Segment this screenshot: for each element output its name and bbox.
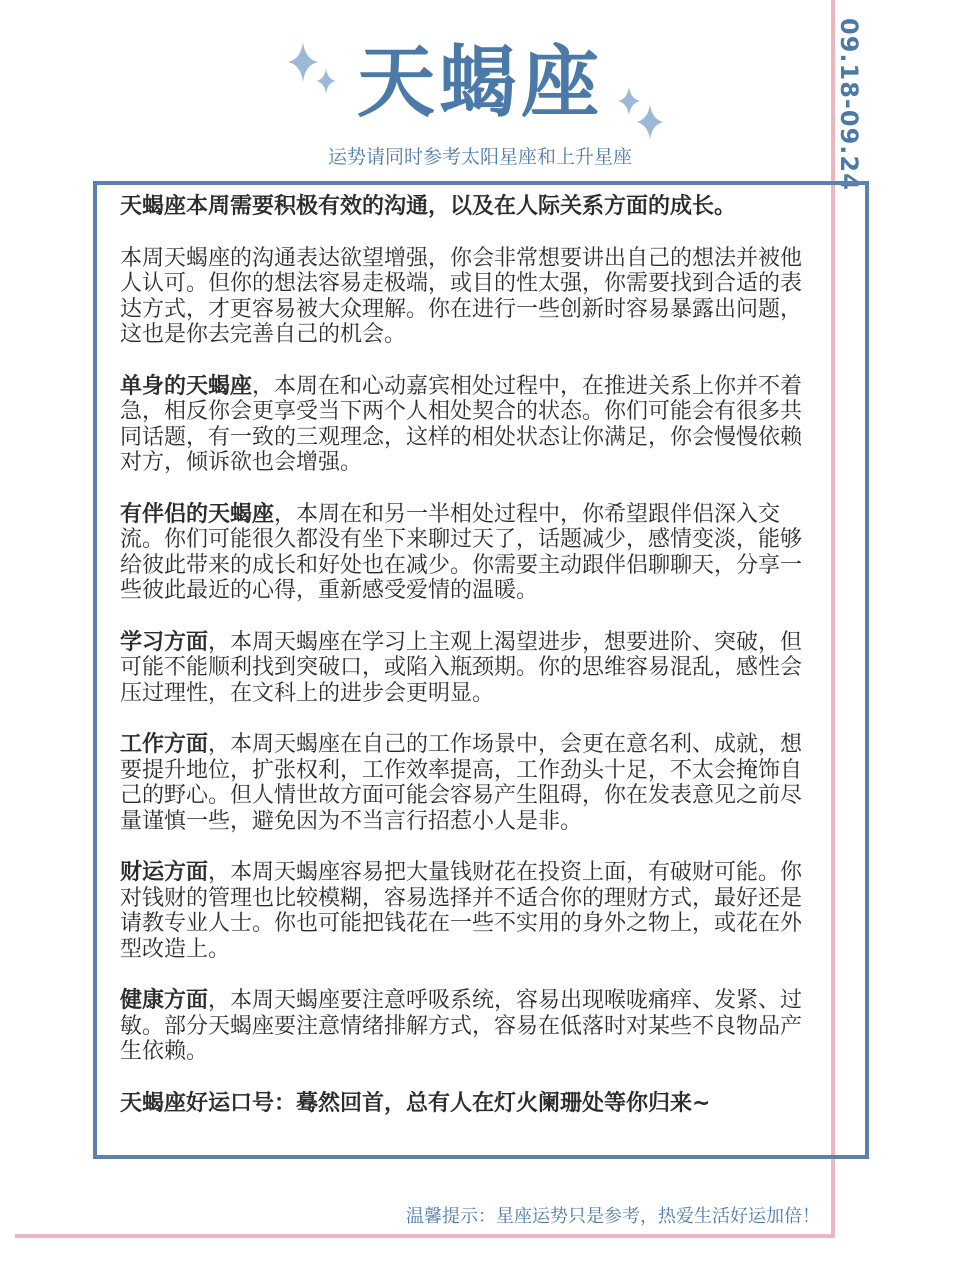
footer-tip: 温馨提示：星座运势只是参考，热爱生活好运加倍！ — [406, 1206, 820, 1227]
date-range: 09.18-09.24 — [835, 17, 863, 191]
section-text: ，本周在和心动嘉宾相处过程中，在推进关系上你并不着急，相反你会更享受当下两个人相处契合的状态。你们可能会有很多共同话题，有一致的三观理念，这样的相处状态让你满足，你会慢慢依赖对方，倾诉欲也会增强。 — [120, 373, 803, 475]
page-subtitle: 运势请同时参考太阳星座和上升星座 — [327, 146, 632, 168]
lucky-slogan: 天蝎座好运口号：蓦然回首，总有人在灯火阑珊处等你归来~ — [120, 1090, 711, 1116]
section-label: 有伴侣的天蝎座 — [120, 501, 275, 527]
section-label: 工作方面 — [120, 732, 209, 757]
section-partnered — [120, 502, 820, 604]
headline: 天蝎座本周需要积极有效的沟通，以及在人际关系方面的成长。 — [120, 194, 737, 219]
section-study — [120, 630, 820, 707]
intro-paragraph: 本周天蝎座的沟通表达欲望增强，你会非常想要讲出自己的想法并被他人认可。但你的想法容易走极端，或目的性太强，你需要找到合适的表达方式，才更容易被大众理解。你在进行一些创新时容易暴露出问题，这也是你去完善自己的机会。 — [120, 245, 803, 347]
section-health — [120, 988, 820, 1065]
section-label: 学习方面 — [120, 629, 209, 655]
section-text: ，本周天蝎座在学习上主观上渴望进步，想要进阶、突破，但可能不能顺利找到突破口，或陷入瓶颈期。你的思维容易混乱，感性会压过理性，在文科上的进步会更明显。 — [120, 629, 803, 706]
section-label: 健康方面 — [120, 988, 209, 1013]
page-title: 天蝎座 — [356, 38, 603, 128]
section-text: ，本周天蝎座容易把大量钱财花在投资上面，有破财可能。你对钱财的管理也比较模糊，容易选择并不适合你的理财方式，最好还是请教专业人士。你也可能把钱花在一些不实用的身外之物上，或花在外型改造上。 — [120, 860, 803, 962]
section-label: 财运方面 — [120, 860, 209, 885]
section-text: ，本周天蝎座要注意呼吸系统，容易出现喉咙痛痒、发紧、过敏。部分天蝎座要注意情绪排解方式，容易在低落时对某些不良物品产生依赖。 — [120, 988, 803, 1064]
section-work — [120, 732, 820, 834]
section-single — [120, 374, 820, 476]
horoscope-content — [120, 194, 820, 1142]
section-text: ，本周天蝎座在自己的工作场景中，会更在意名利、成就，想要提升地位，扩张权利，工作效率提高，工作劲头十足，不太会掩饰自己的野心。但人情世故方面可能会容易产生阻碍，你在发表意见之前尽量谨慎一些，避免因为不当言行招惹小人是非。 — [120, 732, 803, 834]
section-wealth — [120, 860, 820, 962]
section-label: 单身的天蝎座 — [120, 373, 253, 399]
section-text: ，本周在和另一半相处过程中，你希望跟伴侣深入交流。你们可能很久都没有坐下来聊过天了，话题减少，感情变淡，能够给彼此带来的成长和好处也在减少。你需要主动跟伴侣聊聊天，分享一些彼此最近的心得，重新感受爱情的温暖。 — [120, 501, 803, 603]
